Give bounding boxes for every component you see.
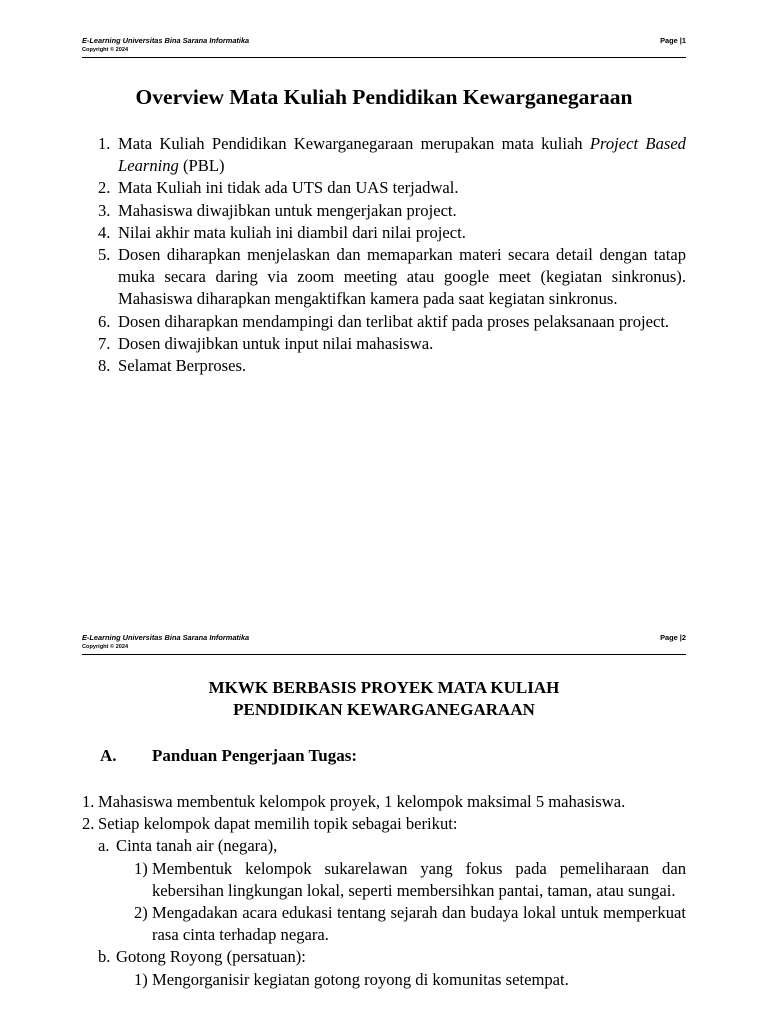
list-item: 4. Nilai akhir mata kuliah ini diambil dari nilai project. (98, 222, 466, 242)
overview-list (98, 133, 686, 377)
list-item-italic: Project Based Learning (118, 134, 686, 176)
list-item: 2. Setiap kelompok dapat memilih topik sebagai berikut: a. Cinta tanah air (negara), 1) Membentuk kelompok sukarelawan yang fokus pada pemeliharaan dan kebersihan lingkungan lokal, seperti membersihkan pantai, taman, atau sungai. 2) Mengadakan acara edukasi tentang sejarah dan budaya lokal untuk memperkuat rasa cinta terhadap negara. b. Gotong Royong (persatuan): 1) Mengorganisir kegiatan gotong royong di komunitas setempat. (82, 813, 686, 991)
list-item: 5. Dosen diharapkan menjelaskan dan memaparkan materi secara detail dengan tatap muka secara daring via zoom meeting atau google meet (kegiatan sinkronus). Mahasiswa diharapkan mengaktifkan kamera pada saat kegiatan sinkronus. (98, 245, 686, 309)
header-copyright: Copyright © 2024 (82, 47, 129, 53)
page-title: Overview Mata Kuliah Pendidikan Kewarganegaraan (135, 85, 633, 109)
list-item-text: Dosen diwajibkan untuk input nilai mahasiswa. (118, 333, 434, 353)
topic-point-text: Mengadakan acara edukasi tentang sejarah dan budaya lokal untuk memperkuat rasa cinta terhadap negara. (152, 903, 686, 945)
list-item-text: Dosen diharapkan menjelaskan dan memaparkan materi secara detail dengan tatap muka secara daring via zoom meeting atau google meet (kegiatan sinkronus). Mahasiswa diharapkan mengaktifkan kamera pada saat kegiatan sinkronus. (118, 245, 686, 309)
task-guide-list (82, 791, 686, 991)
list-item: 1. Mahasiswa membentuk kelompok proyek, 1 kelompok maksimal 5 mahasiswa. (82, 792, 626, 811)
page-header (82, 632, 686, 655)
topic-label: Cinta tanah air (negara), (116, 836, 278, 856)
document-page-2 (0, 597, 768, 1024)
header-page-number: Page |2 (660, 633, 686, 642)
topic-item: a. Cinta tanah air (negara), 1) Membentuk kelompok sukarelawan yang fokus pada pemeliharaan dan kebersihan lingkungan lokal, seperti membersihkan pantai, taman, atau sungai. 2) Mengadakan acara edukasi tentang sejarah dan budaya lokal untuk memperkuat rasa cinta terhadap negara. (98, 835, 686, 946)
header-institution: E-Learning Universitas Bina Sarana Informatika (82, 633, 250, 642)
list-item-text: Mata Kuliah Pendidikan Kewarganegaraan merupakan mata kuliah (118, 134, 590, 153)
section-letter: A. (100, 746, 117, 765)
list-item-text: (PBL) (178, 156, 225, 176)
list-item: 3. Mahasiswa diwajibkan untuk mengerjakan project. (98, 200, 457, 220)
list-item: 1. Mata Kuliah Pendidikan Kewarganegaraan merupakan mata kuliah Project Based Learning (PBL) (98, 134, 686, 176)
list-item-text: Mata Kuliah ini tidak ada UTS dan UAS terjadwal. (118, 178, 459, 198)
topic-label: Gotong Royong (persatuan): (116, 947, 306, 967)
section-title: Panduan Pengerjaan Tugas: (152, 746, 357, 765)
list-item-text: Nilai akhir mata kuliah ini diambil dari nilai project. (118, 222, 466, 242)
list-item-text: Setiap kelompok dapat memilih topik sebagai berikut: (98, 814, 458, 834)
page-title (82, 677, 686, 721)
topic-point-text: Membentuk kelompok sukarelawan yang fokus pada pemeliharaan dan kebersihan lingkungan lokal, seperti membersihkan pantai, taman, atau sungai. (152, 858, 686, 900)
topic-point: 1) Mengorganisir kegiatan gotong royong di komunitas setempat. (134, 969, 569, 989)
header-institution: E-Learning Universitas Bina Sarana Informatika (82, 36, 250, 45)
topic-point-text: Mengorganisir kegiatan gotong royong di komunitas setempat. (152, 969, 569, 989)
topic-list (98, 835, 686, 990)
topic-point: 1) Membentuk kelompok sukarelawan yang fokus pada pemeliharaan dan kebersihan lingkungan lokal, seperti membersihkan pantai, taman, atau sungai. (134, 858, 686, 900)
list-item: 6. Dosen diharapkan mendampingi dan terlibat aktif pada proses pelaksanaan project. (98, 311, 670, 331)
header-copyright: Copyright © 2024 (82, 644, 129, 650)
list-item-text: Selamat Berproses. (118, 356, 247, 376)
list-item: 2. Mata Kuliah ini tidak ada UTS dan UAS terjadwal. (98, 178, 459, 198)
section-heading (100, 745, 357, 767)
topic-item: b. Gotong Royong (persatuan): 1) Mengorganisir kegiatan gotong royong di komunitas setempat. (98, 946, 686, 990)
topic-points (116, 969, 686, 991)
list-item: 8. Selamat Berproses. (98, 356, 247, 376)
page-header (82, 35, 686, 58)
list-item-text: Mahasiswa diwajibkan untuk mengerjakan project. (118, 200, 457, 220)
topic-point: 2) Mengadakan acara edukasi tentang sejarah dan budaya lokal untuk memperkuat rasa cinta terhadap negara. (134, 903, 686, 945)
topic-points (116, 858, 686, 947)
list-item-text: Mahasiswa membentuk kelompok proyek, 1 kelompok maksimal 5 mahasiswa. (98, 792, 626, 811)
title-line: PENDIDIKAN KEWARGANEGARAAN (233, 700, 535, 719)
list-item-text: Dosen diharapkan mendampingi dan terlibat aktif pada proses pelaksanaan project. (118, 311, 670, 331)
title-line: MKWK BERBASIS PROYEK MATA KULIAH (208, 678, 560, 697)
header-page-number: Page |1 (660, 36, 686, 45)
list-item: 7. Dosen diwajibkan untuk input nilai mahasiswa. (98, 333, 434, 353)
